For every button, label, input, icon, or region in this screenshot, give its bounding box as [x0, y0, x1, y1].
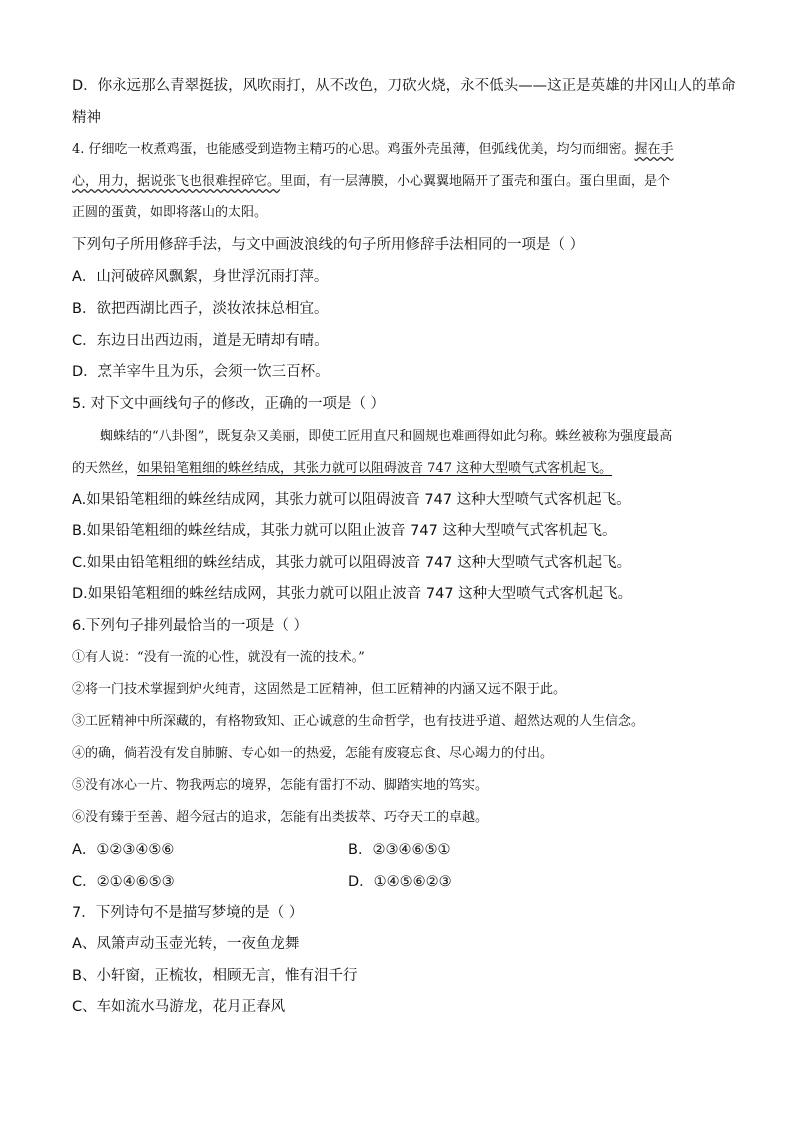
q6-sentence-1: ①有人说：“没有一流的心性，就没有一流的技术。”	[72, 650, 365, 665]
q4-wavy-text: 握在手	[634, 142, 674, 157]
q5-option-a[interactable]: A.如果铅笔粗细的蛛丝结成网，其张力就可以阻碍波音 747 这种大型喷气式客机起飞。	[72, 492, 631, 508]
q5-underlined-sentence: 如果铅笔粗细的蛛丝结成，其张力就可以阻碍波音 747 这种大型喷气式客机起飞。	[137, 461, 613, 476]
q5-passage-line2	[72, 459, 612, 479]
q4-passage-line3: 正圆的蛋黄，如即将落山的太阳。	[72, 205, 268, 220]
q4-passage-line2	[72, 172, 670, 192]
q6-option-b[interactable]: B．②③④⑥⑤①	[348, 842, 451, 858]
q4-question: 下列句子所用修辞手法，与文中画波浪线的句子所用修辞手法相同的一项是（ ）	[72, 237, 585, 253]
q3-option-d-line2: 精神	[72, 110, 101, 126]
q4-passage-line1	[72, 140, 674, 160]
q5-option-c[interactable]: C.如果由铅笔粗细的蛛丝结成，其张力就可以阻碍波音 747 这种大型喷气式客机起飞。	[72, 555, 632, 571]
q6-sentence-5: ⑤没有冰心一片、物我两忘的境界，怎能有雷打不动、脚踏实地的笃实。	[72, 778, 489, 793]
q3-option-d-line1: D．你永远那么青翠挺拔，风吹雨打，从不改色，刀砍火烧，永不低头——这正是英雄的井冈山人的革命	[72, 78, 736, 94]
q6-sentence-2: ②将一门技术掌握到炉火纯青，这固然是工匠精神，但工匠精神的内涵又远不限于此。	[72, 682, 567, 697]
q7-question: 7．下列诗句不是描写梦境的是（ ）	[72, 905, 304, 921]
q6-sentence-6: ⑥没有臻于至善、超今冠古的追求，怎能有出类拔萃、巧夺天工的卓越。	[72, 810, 489, 825]
q7-option-b[interactable]: B、小轩窗，正梳妆，相顾无言，惟有泪千行	[72, 968, 358, 984]
q4-option-b[interactable]: B．欲把西湖比西子，淡妆浓抹总相宜。	[72, 301, 329, 317]
q4-wavy-text: 心，用力，据说张飞也很难捏碎它。	[72, 174, 281, 189]
q4-option-a[interactable]: A．山河破碎风飘絮，身世浮沉雨打萍。	[72, 269, 329, 285]
q5-option-b[interactable]: B.如果铅笔粗细的蛛丝结成，其张力就可以阻止波音 747 这种大型喷气式客机起飞。	[72, 523, 617, 539]
q5-passage-line1: 蜘蛛结的“八卦图”，既复杂又美丽，即使工匠用直尺和圆规也难画得如此匀称。蛛丝被称为强度最高	[100, 429, 673, 444]
q6-option-c[interactable]: C．②①④⑥⑤③	[72, 874, 175, 890]
q4-passage-text: 4. 仔细吃一枚煮鸡蛋，也能感受到造物主精巧的心思。鸡蛋外壳虽薄，但弧线优美，均匀而细密。	[72, 142, 635, 157]
q4-passage-text: 里面，有一层薄膜，小心翼翼地隔开了蛋壳和蛋白。蛋白里面，是个	[280, 174, 671, 189]
q7-option-c[interactable]: C、车如流水马游龙，花月正春风	[72, 999, 286, 1015]
q4-option-c[interactable]: C．东边日出西边雨，道是无晴却有晴。	[72, 333, 329, 349]
q5-passage-text: 的天然丝，	[72, 461, 138, 476]
q4-option-d[interactable]: D．烹羊宰牛且为乐，会须一饮三百杯。	[72, 364, 330, 380]
q6-option-d[interactable]: D．①④⑤⑥②③	[348, 874, 452, 890]
q6-option-a[interactable]: A．①②③④⑤⑥	[72, 842, 175, 858]
q6-sentence-4: ④的确，倘若没有发自肺腑、专心如一的热爱，怎能有废寝忘食、尽心竭力的付出。	[72, 746, 554, 761]
q7-option-a[interactable]: A、凤箫声动玉壶光转，一夜鱼龙舞	[72, 936, 300, 952]
q5-question: 5. 对下文中画线句子的修改，正确的一项是（ ）	[72, 396, 386, 412]
q5-option-d[interactable]: D.如果铅笔粗细的蛛丝结成网，其张力就可以阻止波音 747 这种大型喷气式客机起飞。	[72, 586, 633, 602]
q6-question: 6.下列句子排列最恰当的一项是（ ）	[72, 618, 308, 634]
q6-sentence-3: ③工匠精神中所深藏的，有格物致知、正心诚意的生命哲学，也有技进乎道、超然达观的人生信念。	[72, 714, 645, 729]
